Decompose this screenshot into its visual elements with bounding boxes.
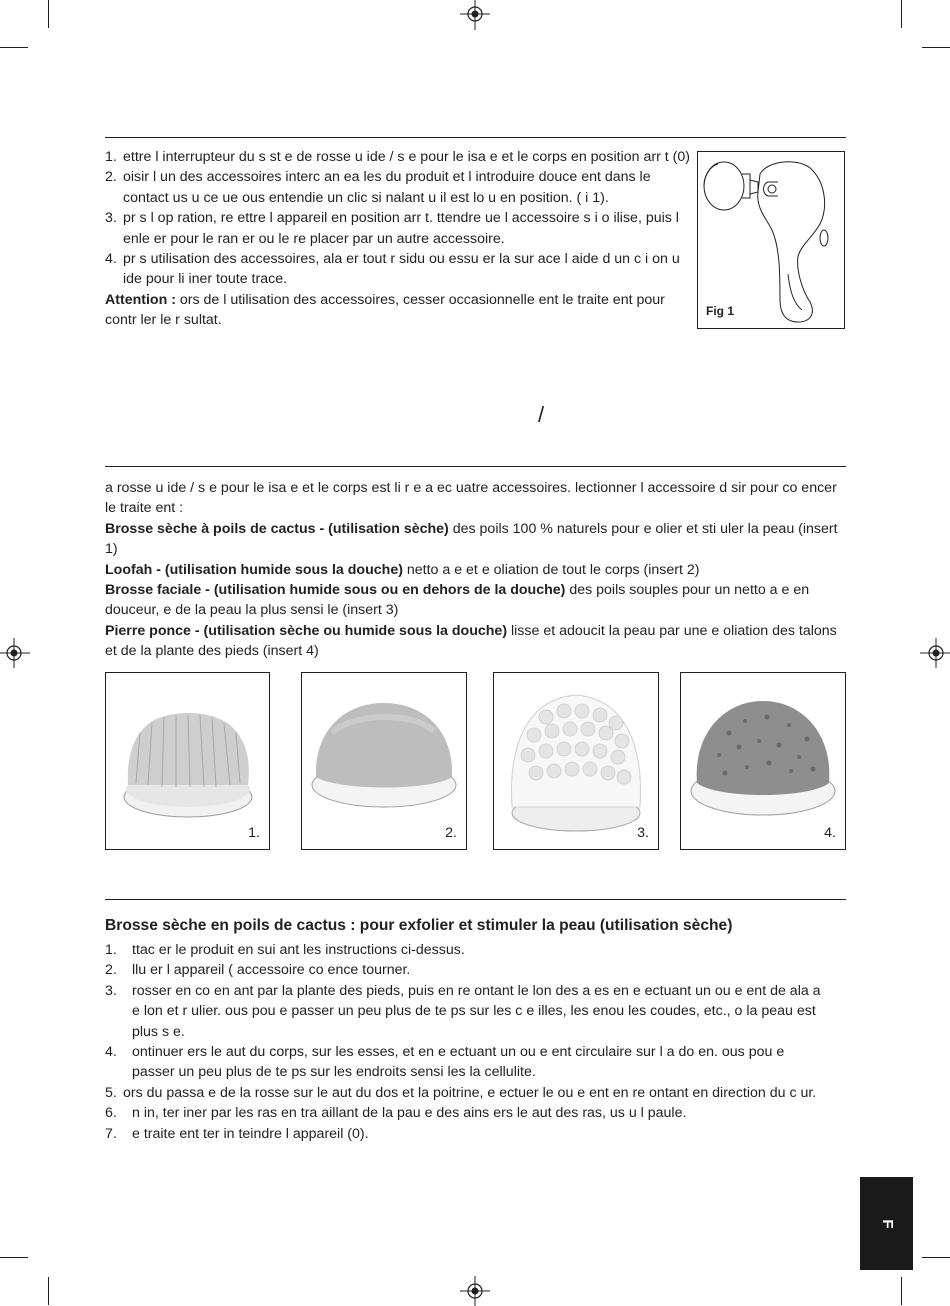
list-number: 7.	[105, 1125, 117, 1142]
figure-caption: Fig 1	[706, 303, 735, 318]
accessory-name: Loofah - (utilisation humide sous la douche)	[105, 561, 403, 578]
list-text: ettre l interrupteur du s st e de rosse u ide / s e pour le isa e et le corps en position arr t (0)	[123, 149, 690, 165]
list-text: ors du passa e de la rosse sur le aut du dos et la poitrine, e ectuer le ou e ent en re ontant en direction du c ur.	[123, 1084, 817, 1101]
accessory-image-1	[105, 672, 270, 850]
list-number: 3.	[105, 982, 117, 999]
list-item	[105, 1083, 830, 1103]
language-tab-label: F	[878, 1218, 896, 1229]
list-text: n in, ter iner par les ras en tra aillant de la pau e des ains ers le aut des ras, us u l paule.	[132, 1105, 687, 1122]
list-text: ttac er le produit en sui ant les instructions ci-dessus.	[132, 942, 465, 958]
accessory-desc: netto a e et e oliation de tout le corps (insert 2)	[402, 561, 700, 578]
figure-1	[697, 151, 845, 329]
accessory-image-2	[301, 672, 467, 850]
list-number: 4.	[105, 1044, 117, 1061]
list-text: oisir l un des accessoires interc an ea les du produit et l introduire douce ent dans le contact us u ce ue ous entendie un clic si nalant u il est lo u en position. ( i 1).	[123, 169, 651, 206]
accessory-image-4	[680, 672, 846, 850]
attention-text: ors de l utilisation des accessoires, cesser occasionnelle ent le traite ent pour contr ler le r sultat.	[105, 291, 665, 329]
crop-mark	[922, 47, 950, 48]
accessories-description	[105, 478, 850, 662]
list-number: 1.	[105, 942, 117, 958]
attention-label: Attention :	[105, 291, 176, 308]
section-heading: Brosse sèche en poils de cactus : pour exfolier et stimuler la peau (utilisation sèche)	[105, 917, 733, 934]
accessory-name: Brosse faciale - (utilisation humide sous ou en dehors de la douche)	[105, 582, 566, 599]
list-number: 3.	[105, 210, 117, 227]
attention-note	[105, 290, 690, 331]
list-number: 2.	[105, 962, 117, 979]
accessory-name: Pierre ponce - (utilisation sèche ou humide sous la douche)	[105, 622, 508, 639]
list-item	[105, 1103, 830, 1123]
language-tab	[860, 1177, 913, 1270]
list-number: 6.	[105, 1105, 117, 1122]
list-text: pr s utilisation des accessoires, ala er tout r sidu ou essu er la sur ace l aide d un c i on u ide pour li iner toute trace.	[123, 251, 680, 288]
image-caption: 3.	[637, 824, 649, 841]
list-text: e traite ent ter in teindre l appareil (0).	[132, 1125, 369, 1142]
list-text: pr s l op ration, re ettre l appareil en position arr t. ttendre ue l accessoire s i o ilise, puis l enle er pour le ran er ou le re placer par un autre accessoire.	[123, 210, 679, 247]
pumice-stone-icon	[681, 673, 845, 849]
accessory-name: Brosse sèche à poils de cactus - (utilisation sèche)	[105, 520, 449, 537]
crop-mark	[0, 47, 28, 48]
list-item	[105, 1124, 830, 1144]
list-number: 4.	[105, 251, 117, 268]
accessory-desc: des poils 100 % naturels pour e olier et sti uler la peau (insert 1)	[105, 520, 838, 558]
list-item	[105, 1042, 830, 1083]
accessory-item	[105, 621, 850, 662]
list-text: rosser en co en ant par la plante des pieds, puis en re ontant le lon des a es en e ectuant un ou e ent de ala a e lon et r ulier. ous pou e passer un peu plus de te ps sur les c e illes, les enou les coudes, etc., o la peau est plus s e.	[132, 982, 821, 1040]
usage-list	[105, 940, 830, 1144]
loofah-icon	[302, 673, 466, 849]
list-number: 5.	[105, 1084, 117, 1101]
accessory-desc: lisse et adoucit la peau par une e oliation des talons et de la plante des pieds (insert 4)	[105, 622, 837, 660]
accessory-desc: des poils souples pour un netto a e en douceur, e de la peau la plus sensi le (insert 3)	[105, 582, 810, 619]
list-text: llu er l appareil ( accessoire co ence tourner.	[132, 962, 411, 979]
crop-mark	[901, 0, 902, 28]
registration-mark-icon	[460, 1276, 490, 1306]
accessory-item	[105, 519, 850, 560]
list-item	[105, 147, 690, 167]
list-item	[105, 960, 830, 980]
list-item	[105, 981, 830, 1042]
slash-mark: /	[538, 402, 545, 427]
list-item	[105, 208, 690, 249]
list-item	[105, 940, 830, 960]
facial-brush-icon	[494, 673, 658, 849]
image-caption: 4.	[824, 824, 836, 841]
list-number: 1.	[105, 149, 117, 165]
crop-mark	[922, 1257, 950, 1258]
image-caption: 2.	[445, 824, 457, 841]
crop-mark	[0, 1257, 28, 1258]
list-text: ontinuer ers le aut du corps, sur les esses, et en e ectuant un ou e ent circulaire sur l a do en. ous pou e passer un peu plus de te ps sur les endroits sensi les la cellulite.	[132, 1044, 785, 1081]
registration-mark-icon	[460, 0, 490, 30]
section-divider	[105, 137, 846, 138]
instructions-list	[105, 147, 690, 331]
cactus-brush-icon	[106, 673, 269, 849]
crop-mark	[48, 1277, 49, 1305]
accessory-item	[105, 580, 850, 621]
registration-mark-icon	[920, 638, 950, 668]
section-divider	[105, 899, 846, 900]
crop-mark	[901, 1277, 902, 1305]
accessory-image-3	[493, 672, 659, 850]
accessories-intro: a rosse u ide / s e pour le isa e et le corps est li r e a ec uatre accessoires. lectionner l accessoire d sir pour co encer le traite ent :	[105, 480, 837, 517]
section-divider	[105, 466, 846, 467]
registration-mark-icon	[0, 638, 30, 668]
image-caption: 1.	[248, 824, 260, 841]
list-number: 2.	[105, 169, 117, 186]
list-item	[105, 249, 690, 290]
list-item	[105, 167, 690, 208]
accessory-item	[105, 560, 850, 580]
crop-mark	[48, 0, 49, 28]
